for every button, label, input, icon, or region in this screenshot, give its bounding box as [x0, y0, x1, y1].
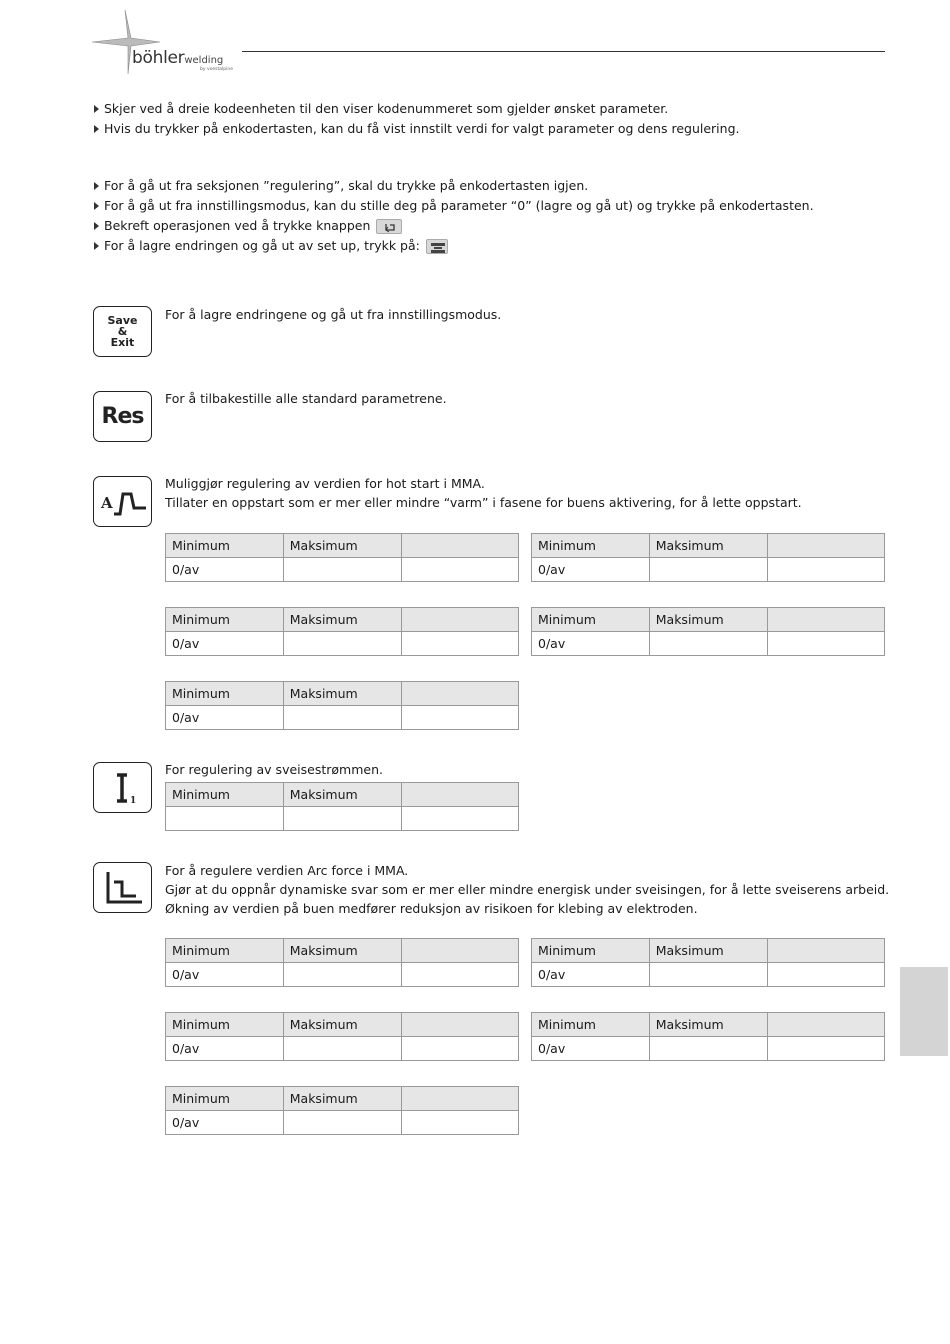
col-empty [401, 682, 518, 706]
value-minimum: 0/av [532, 1037, 650, 1061]
svg-text:A: A [100, 493, 113, 512]
confirm-button-icon [376, 219, 402, 234]
col-maksimum: Maksimum [283, 783, 401, 807]
value-minimum [166, 807, 284, 831]
value-maksimum [283, 558, 401, 582]
col-maksimum: Maksimum [649, 939, 767, 963]
value-minimum: 0/av [532, 558, 650, 582]
col-minimum: Minimum [532, 939, 650, 963]
side-tab [900, 967, 948, 1056]
value-empty [767, 558, 884, 582]
bullet-item: For å gå ut fra seksjonen ”regulering”, skal du trykke på enkodertasten igjen. [92, 176, 814, 196]
value-maksimum [283, 1111, 401, 1135]
save-exit-button-icon [426, 239, 448, 254]
hot-start-icon [93, 476, 152, 527]
col-minimum: Minimum [532, 608, 650, 632]
logo-tagline: by voestalpine [200, 67, 233, 72]
reset-icon [93, 391, 152, 442]
col-maksimum: Maksimum [649, 1013, 767, 1037]
value-empty [401, 632, 518, 656]
col-empty [767, 1013, 884, 1037]
bullet-item [92, 236, 814, 256]
value-minimum: 0/av [166, 963, 284, 987]
value-empty [401, 1037, 518, 1061]
value-maksimum [283, 706, 401, 730]
col-empty [401, 534, 518, 558]
bullet-item: Hvis du trykker på enkodertasten, kan du få vist innstilt verdi for valgt parameter og dens regulering. [92, 119, 740, 139]
value-empty [401, 807, 518, 831]
arc-force-description [165, 861, 889, 918]
arc-force-line3: Økning av verdien på buen medfører reduksjon av risikoen for klebing av elektroden. [165, 901, 698, 916]
svg-text:1: 1 [129, 795, 136, 806]
value-minimum: 0/av [166, 1037, 284, 1061]
value-maksimum [283, 807, 401, 831]
parameter-table [165, 1086, 519, 1135]
header-rule [242, 51, 885, 52]
value-empty [767, 1037, 884, 1061]
col-minimum: Minimum [532, 534, 650, 558]
col-minimum: Minimum [166, 1013, 284, 1037]
value-minimum: 0/av [532, 963, 650, 987]
value-minimum: 0/av [166, 632, 284, 656]
arc-force-icon [93, 862, 152, 913]
current-description: For regulering av sveisestrømmen. [165, 762, 383, 777]
col-minimum: Minimum [166, 783, 284, 807]
value-empty [401, 558, 518, 582]
value-maksimum [649, 963, 767, 987]
save-exit-icon [93, 306, 152, 357]
col-minimum: Minimum [166, 682, 284, 706]
col-maksimum: Maksimum [283, 608, 401, 632]
col-maksimum: Maksimum [649, 534, 767, 558]
value-minimum: 0/av [166, 706, 284, 730]
bohler-logo [90, 8, 250, 78]
col-empty [767, 534, 884, 558]
reset-description: For å tilbakestille alle standard parametrene. [165, 391, 447, 406]
col-maksimum: Maksimum [649, 608, 767, 632]
hot-start-description [165, 474, 802, 512]
value-minimum: 0/av [532, 632, 650, 656]
col-maksimum: Maksimum [283, 1013, 401, 1037]
bullet-item [92, 216, 814, 236]
parameter-table [165, 1012, 519, 1061]
col-empty [401, 1087, 518, 1111]
bullet-list-mid [92, 176, 814, 256]
reset-label: Res [101, 404, 144, 429]
value-empty [767, 963, 884, 987]
value-empty [401, 706, 518, 730]
bullet-item: Skjer ved å dreie kodeenheten til den viser kodenummeret som gjelder ønsket parameter. [92, 99, 740, 119]
parameter-table [531, 533, 885, 582]
col-empty [401, 939, 518, 963]
col-empty [401, 1013, 518, 1037]
parameter-table [165, 938, 519, 987]
parameter-table [531, 607, 885, 656]
parameter-table [165, 533, 519, 582]
ampersand-label: & [117, 325, 128, 338]
value-maksimum [283, 632, 401, 656]
parameter-table [165, 681, 519, 730]
col-minimum: Minimum [166, 608, 284, 632]
col-minimum: Minimum [166, 939, 284, 963]
value-empty [401, 963, 518, 987]
parameter-table [531, 938, 885, 987]
col-maksimum: Maksimum [283, 1087, 401, 1111]
value-maksimum [649, 632, 767, 656]
col-empty [401, 608, 518, 632]
value-empty [401, 1111, 518, 1135]
parameter-table [165, 782, 519, 831]
col-empty [401, 783, 518, 807]
parameter-table [165, 607, 519, 656]
hot-start-line2: Tillater en oppstart som er mer eller mindre “varm” i fasene for buens aktivering, for å lette oppstart. [165, 495, 802, 510]
save-description: For å lagre endringene og gå ut fra innstillingsmodus. [165, 307, 502, 322]
col-minimum: Minimum [166, 1087, 284, 1111]
col-minimum: Minimum [166, 534, 284, 558]
value-empty [767, 632, 884, 656]
bullet-text: Bekreft operasjonen ved å trykke knappen [104, 218, 371, 233]
value-maksimum [283, 1037, 401, 1061]
col-empty [767, 608, 884, 632]
arc-force-line1: For å regulere verdien Arc force i MMA. [165, 863, 409, 878]
welding-current-icon [93, 762, 152, 813]
col-minimum: Minimum [532, 1013, 650, 1037]
col-maksimum: Maksimum [283, 534, 401, 558]
arc-force-line2: Gjør at du oppnår dynamiske svar som er mer eller mindre energisk under sveisingen, for å lette sveiserens arbeid. [165, 882, 890, 897]
logo-brand: böhlerwelding [132, 48, 224, 68]
col-maksimum: Maksimum [283, 939, 401, 963]
col-empty [767, 939, 884, 963]
value-maksimum [649, 1037, 767, 1061]
parameter-table [531, 1012, 885, 1061]
value-minimum: 0/av [166, 558, 284, 582]
bullet-list-top [92, 99, 740, 139]
col-maksimum: Maksimum [283, 682, 401, 706]
bullet-text: For å lagre endringen og gå ut av set up, trykk på: [104, 238, 420, 253]
hot-start-line1: Muliggjør regulering av verdien for hot start i MMA. [165, 476, 485, 491]
value-maksimum [649, 558, 767, 582]
bullet-item: For å gå ut fra innstillingsmodus, kan du stille deg på parameter “0” (lagre og gå ut) og trykke på enkodertasten. [92, 196, 814, 216]
value-maksimum [283, 963, 401, 987]
save-label: Save [107, 314, 138, 327]
value-minimum: 0/av [166, 1111, 284, 1135]
exit-label: Exit [110, 336, 135, 349]
